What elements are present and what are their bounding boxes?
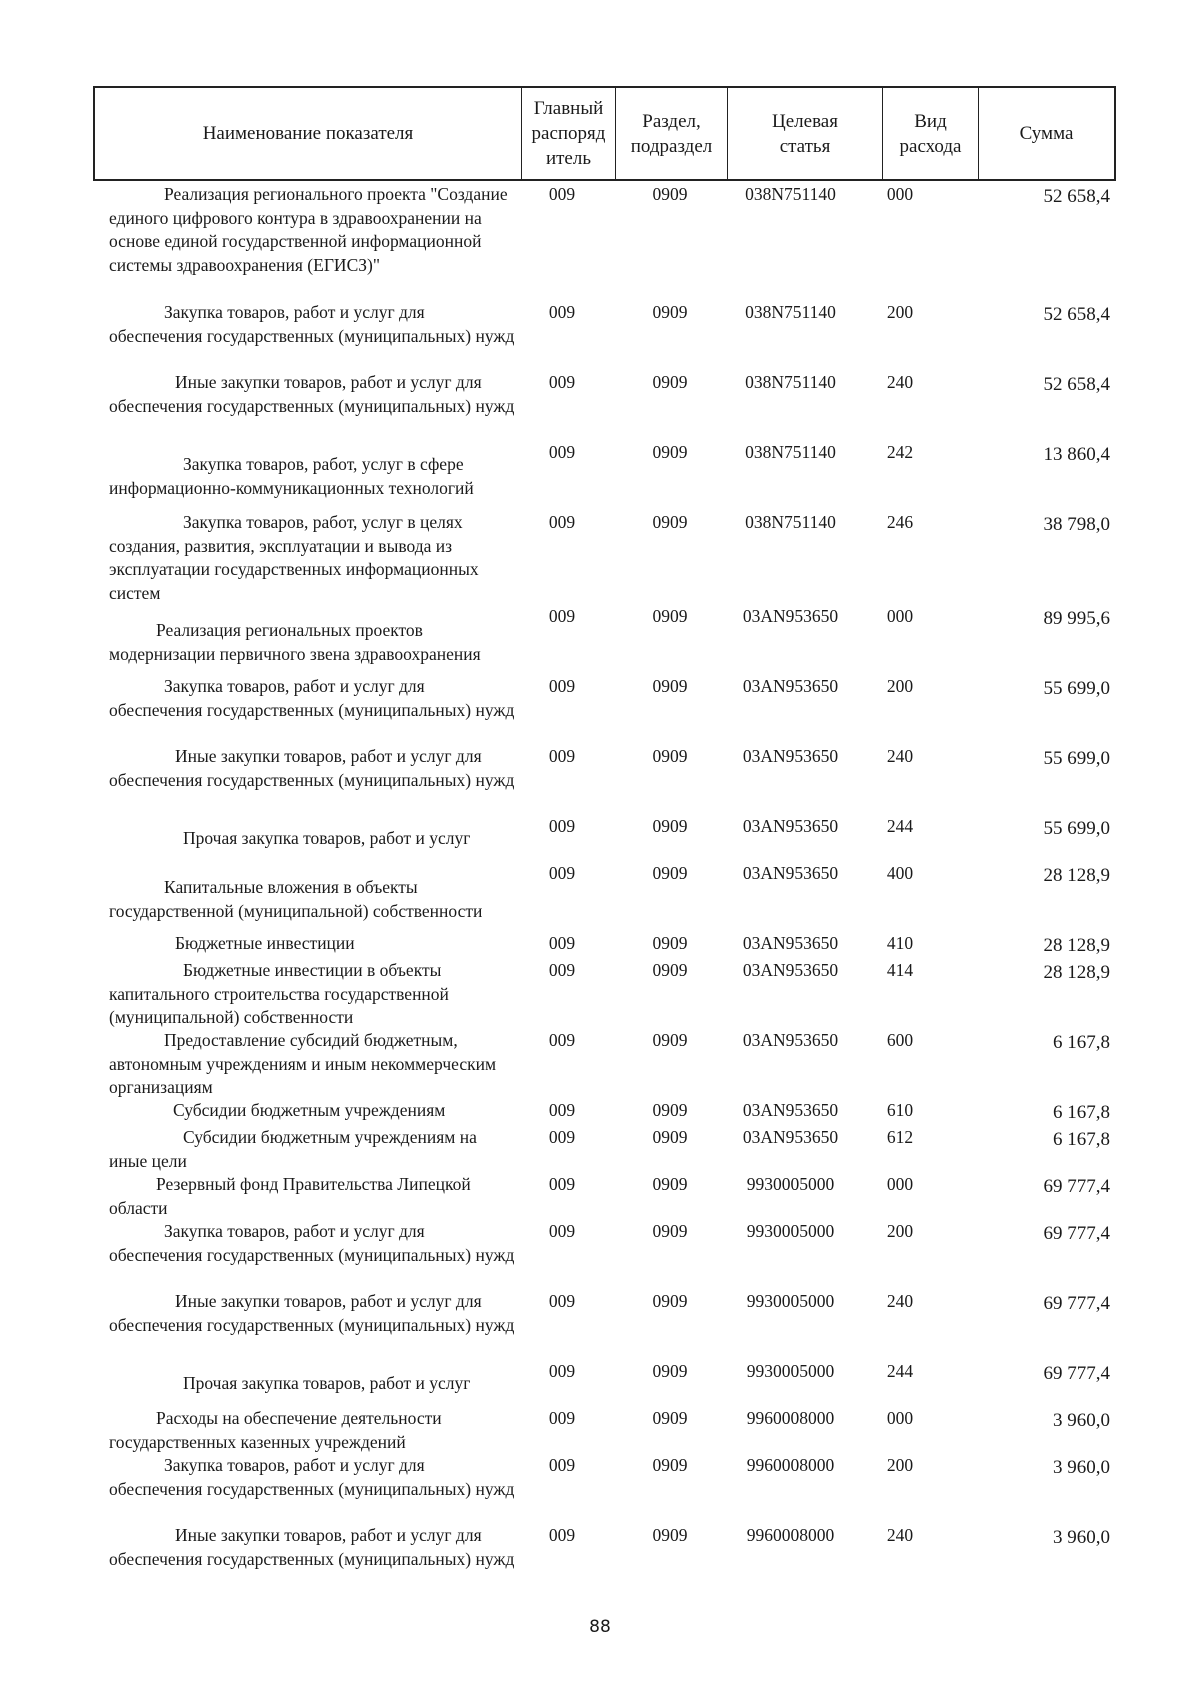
row-chief-manager: 009 [548,816,576,836]
row-section: 0909 [652,960,688,980]
row-expense-type: 000 [886,184,914,204]
row-section: 0909 [652,1100,688,1120]
row-target-item: 038N751140 [745,184,836,204]
row-target-item: 03AN953650 [742,933,839,953]
row-target-item: 038N751140 [745,442,836,462]
row-section: 0909 [652,1174,688,1194]
row-sum: 28 128,9 [1043,935,1110,956]
row-section: 0909 [652,1221,688,1241]
row-sum: 89 995,6 [1043,608,1110,629]
row-section: 0909 [652,1361,688,1381]
row-name: Субсидии бюджетным учреждениям на иные цели [109,1127,477,1171]
row-target-item: 03AN953650 [742,1127,839,1147]
row-chief-manager: 009 [548,1127,576,1147]
row-chief-manager: 009 [548,1361,576,1381]
row-expense-type: 200 [886,1455,914,1475]
row-sum: 55 699,0 [1043,818,1110,839]
row-target-item: 03AN953650 [742,746,839,766]
row-target-item: 9960008000 [746,1455,835,1475]
row-section: 0909 [652,512,688,532]
row-section: 0909 [652,816,688,836]
row-target-item: 03AN953650 [742,863,839,883]
row-sum: 69 777,4 [1043,1223,1110,1244]
row-chief-manager: 009 [548,442,576,462]
row-chief-manager: 009 [548,960,576,980]
row-target-item: 03AN953650 [742,1030,839,1050]
row-chief-manager: 009 [548,933,576,953]
row-section: 0909 [652,1408,688,1428]
row-name: Бюджетные инвестиции [175,933,355,953]
row-expense-type: 610 [886,1100,914,1120]
row-section: 0909 [652,1455,688,1475]
row-section: 0909 [652,184,688,204]
row-chief-manager: 009 [548,1030,576,1050]
row-expense-type: 410 [886,933,914,953]
row-target-item: 9930005000 [746,1291,835,1311]
row-section: 0909 [652,1127,688,1147]
row-target-item: 9930005000 [746,1174,835,1194]
row-sum: 55 699,0 [1043,748,1110,769]
row-sum: 3 960,0 [1053,1457,1110,1478]
row-expense-type: 240 [886,1525,914,1545]
row-name: Субсидии бюджетным учреждениям [173,1100,446,1120]
row-target-item: 03AN953650 [742,816,839,836]
row-section: 0909 [652,676,688,696]
row-target-item: 9960008000 [746,1408,835,1428]
page-number: 88 [589,1617,611,1637]
row-sum: 52 658,4 [1043,186,1110,207]
row-sum: 6 167,8 [1053,1032,1110,1053]
row-sum: 3 960,0 [1053,1410,1110,1431]
row-chief-manager: 009 [548,302,576,322]
row-name: Закупка товаров, работ и услуг для обеспечения государственных (муниципальных) нужд [109,1455,515,1499]
row-chief-manager: 009 [548,863,576,883]
row-name: Предоставление субсидий бюджетным, автономным учреждениям и иным некоммерческим организациям [109,1030,497,1097]
row-chief-manager: 009 [548,1291,576,1311]
row-section: 0909 [652,372,688,392]
row-sum: 52 658,4 [1043,304,1110,325]
row-chief-manager: 009 [548,512,576,532]
row-chief-manager: 009 [548,372,576,392]
row-sum: 69 777,4 [1043,1363,1110,1384]
row-chief-manager: 009 [548,746,576,766]
row-section: 0909 [652,1291,688,1311]
row-chief-manager: 009 [548,184,576,204]
row-section: 0909 [652,933,688,953]
header-sum: Сумма [978,88,1114,179]
row-name: Закупка товаров, работ и услуг для обеспечения государственных (муниципальных) нужд [109,676,515,720]
row-section: 0909 [652,442,688,462]
row-section: 0909 [652,746,688,766]
row-name: Прочая закупка товаров, работ и услуг [183,828,471,848]
table-header [93,86,1116,181]
row-expense-type: 246 [886,512,914,532]
header-name: Наименование показателя [202,123,414,144]
row-expense-type: 612 [886,1127,914,1147]
row-chief-manager: 009 [548,676,576,696]
row-name: Закупка товаров, работ, услуг в сфере информационно-коммуникационных технологий [109,454,474,498]
row-name: Иные закупки товаров, работ и услуг для обеспечения государственных (муниципальных) нужд [109,746,515,790]
row-chief-manager: 009 [548,1221,576,1241]
row-target-item: 9960008000 [746,1525,835,1545]
row-expense-type: 000 [886,606,914,626]
row-sum: 28 128,9 [1043,865,1110,886]
row-target-item: 03AN953650 [742,960,839,980]
row-chief-manager: 009 [548,1174,576,1194]
row-section: 0909 [652,863,688,883]
row-sum: 69 777,4 [1043,1176,1110,1197]
row-sum: 69 777,4 [1043,1293,1110,1314]
row-expense-type: 244 [886,816,914,836]
row-name: Прочая закупка товаров, работ и услуг [183,1373,471,1393]
row-name: Расходы на обеспечение деятельности государственных казенных учреждений [109,1408,442,1452]
row-sum: 52 658,4 [1043,374,1110,395]
row-section: 0909 [652,302,688,322]
row-chief-manager: 009 [548,606,576,626]
row-sum: 6 167,8 [1053,1102,1110,1123]
row-name: Реализация региональных проектов модернизации первичного звена здравоохранения [109,620,481,664]
row-name: Закупка товаров, работ, услуг в целях создания, развития, эксплуатации и вывода из эксплуатации государственных информационных систем [109,512,479,603]
row-expense-type: 240 [886,1291,914,1311]
row-name: Бюджетные инвестиции в объекты капитального строительства государственной (муниципальной) собственности [109,960,449,1027]
row-section: 0909 [652,1030,688,1050]
header-expense-type: Вид расхода [882,88,978,179]
row-name: Иные закупки товаров, работ и услуг для обеспечения государственных (муниципальных) нужд [109,1525,515,1569]
row-expense-type: 000 [886,1408,914,1428]
row-section: 0909 [652,1525,688,1545]
row-expense-type: 000 [886,1174,914,1194]
row-expense-type: 414 [886,960,914,980]
row-name: Резервный фонд Правительства Липецкой области [109,1174,471,1218]
row-expense-type: 200 [886,676,914,696]
row-sum: 13 860,4 [1043,444,1110,465]
row-target-item: 03AN953650 [742,676,839,696]
row-name: Реализация регионального проекта "Создание единого цифрового контура в здравоохранении на основе единой государственной информационной системы здравоохранения (ЕГИСЗ)" [109,184,508,275]
row-expense-type: 240 [886,372,914,392]
row-name: Закупка товаров, работ и услуг для обеспечения государственных (муниципальных) нужд [109,302,515,346]
row-target-item: 9930005000 [746,1221,835,1241]
row-chief-manager: 009 [548,1408,576,1428]
row-name: Закупка товаров, работ и услуг для обеспечения государственных (муниципальных) нужд [109,1221,515,1265]
header-chief-manager: Главный распоряд итель [521,88,615,179]
row-expense-type: 200 [886,302,914,322]
row-name: Иные закупки товаров, работ и услуг для обеспечения государственных (муниципальных) нужд [109,372,515,416]
row-sum: 55 699,0 [1043,678,1110,699]
row-section: 0909 [652,606,688,626]
row-expense-type: 200 [886,1221,914,1241]
row-chief-manager: 009 [548,1100,576,1120]
row-target-item: 038N751140 [745,512,836,532]
row-target-item: 03AN953650 [742,606,839,626]
row-chief-manager: 009 [548,1455,576,1475]
row-name: Капитальные вложения в объекты государственной (муниципальной) собственности [109,877,483,921]
row-sum: 3 960,0 [1053,1527,1110,1548]
row-expense-type: 240 [886,746,914,766]
row-chief-manager: 009 [548,1525,576,1545]
header-target-item: Целевая статья [727,88,882,179]
row-name: Иные закупки товаров, работ и услуг для обеспечения государственных (муниципальных) нужд [109,1291,515,1335]
row-target-item: 038N751140 [745,302,836,322]
row-expense-type: 600 [886,1030,914,1050]
row-expense-type: 242 [886,442,914,462]
row-target-item: 038N751140 [745,372,836,392]
row-sum: 6 167,8 [1053,1129,1110,1150]
row-sum: 38 798,0 [1043,514,1110,535]
row-sum: 28 128,9 [1043,962,1110,983]
row-target-item: 03AN953650 [742,1100,839,1120]
row-expense-type: 244 [886,1361,914,1381]
header-section: Раздел, подраздел [615,88,727,179]
row-expense-type: 400 [886,863,914,883]
row-target-item: 9930005000 [746,1361,835,1381]
